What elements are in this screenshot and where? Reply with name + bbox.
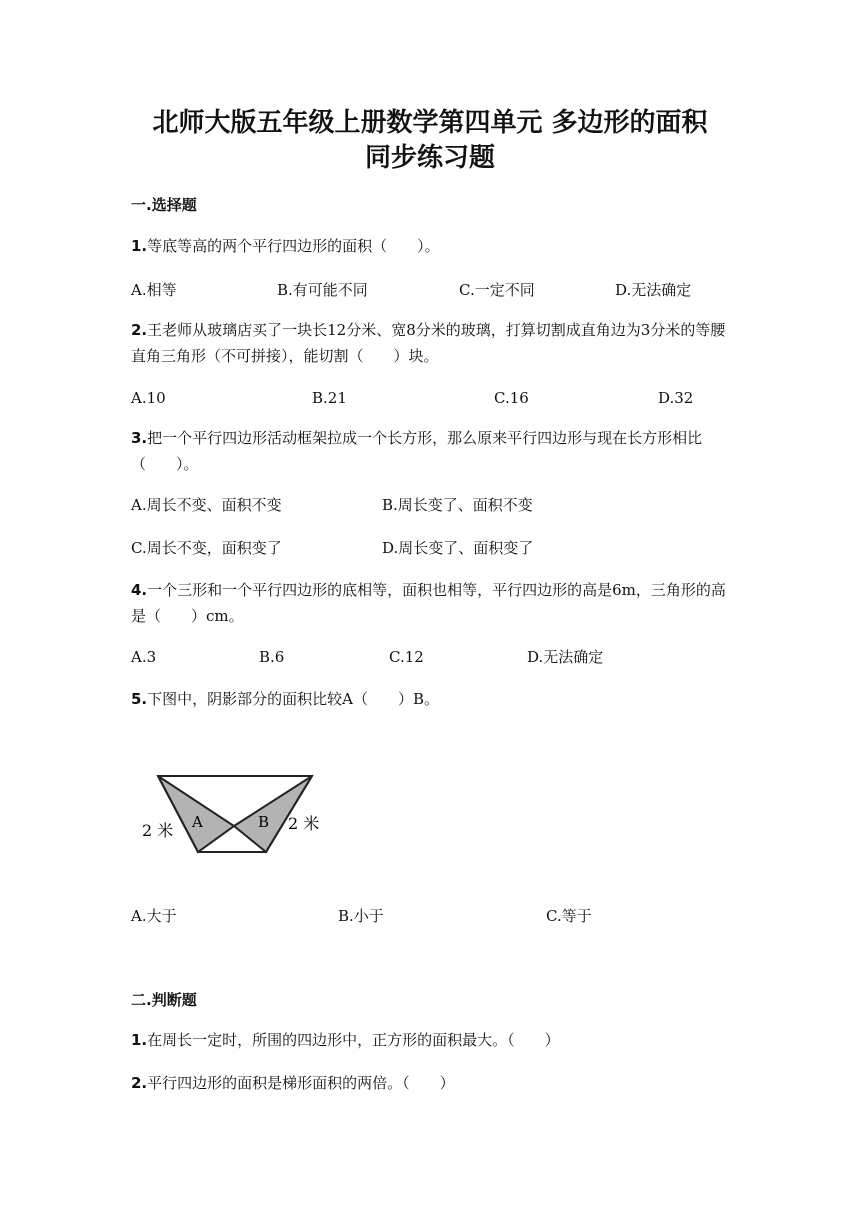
option-b: B.小于 <box>338 907 384 925</box>
question-2 <box>131 317 731 369</box>
section-heading-judgement: 二.判断题 <box>131 991 197 1009</box>
question-1 <box>131 233 731 259</box>
option-c: C.16 <box>494 389 529 407</box>
question-text: 在周长一定时，所围的四边形中，正方形的面积最大。（ ） <box>147 1031 560 1049</box>
option-b: B.6 <box>259 648 285 666</box>
page-title: 北师大版五年级上册数学第四单元 多边形的面积 <box>152 108 708 138</box>
option-a: A.3 <box>131 648 157 666</box>
option-c: C.周长不变，面积变了 <box>131 539 282 557</box>
question-number: 2. <box>131 321 148 339</box>
question-text: 平行四边形的面积是梯形面积的两倍。（ ） <box>147 1074 455 1092</box>
question-text: 等底等高的两个平行四边形的面积（ ）。 <box>147 237 440 255</box>
option-a: A.周长不变、面积不变 <box>131 496 282 514</box>
question-number: 1. <box>131 1031 148 1049</box>
question-number: 3. <box>131 429 148 447</box>
option-c: C.一定不同 <box>459 281 535 299</box>
question-text: 一个三形和一个平行四边形的底相等，面积也相等，平行四边形的高是6m，三角形的高是（ ）cm。 <box>131 581 726 625</box>
question-5 <box>131 686 731 712</box>
section-heading-choice: 一.选择题 <box>131 196 197 214</box>
length-right: 2 米 <box>288 814 320 833</box>
question-number: 1. <box>131 237 148 255</box>
option-b: B.周长变了、面积不变 <box>382 496 533 514</box>
length-left: 2 米 <box>142 821 174 840</box>
label-a: A <box>192 813 203 831</box>
option-d: D.周长变了、面积变了 <box>382 539 534 557</box>
option-d: D.32 <box>658 389 694 407</box>
option-d: D.无法确定 <box>615 281 692 299</box>
question-text: 王老师从玻璃店买了一块长12分米、宽8分米的玻璃，打算切割成直角边为3分米的等腰直角三角形（不可拼接），能切割（ ）块。 <box>131 321 726 365</box>
option-c: C.等于 <box>546 907 592 925</box>
question-number: 2. <box>131 1074 148 1092</box>
option-a: A.大于 <box>131 907 177 925</box>
option-c: C.12 <box>389 648 424 666</box>
page-subtitle: 同步练习题 <box>364 143 495 173</box>
trapezoid-figure <box>136 764 332 860</box>
question-text: 下图中，阴影部分的面积比较A（ ）B。 <box>147 690 439 708</box>
option-d: D.无法确定 <box>527 648 604 666</box>
option-b: B.有可能不同 <box>277 281 368 299</box>
option-a: A.10 <box>131 389 166 407</box>
judgement-2 <box>131 1070 731 1096</box>
question-number: 5. <box>131 690 148 708</box>
question-4 <box>131 577 731 629</box>
option-b: B.21 <box>312 389 347 407</box>
question-3 <box>131 425 731 477</box>
option-a: A.相等 <box>131 281 177 299</box>
judgement-1 <box>131 1027 731 1053</box>
question-text: 把一个平行四边形活动框架拉成一个长方形，那么原来平行四边形与现在长方形相比（ ）。 <box>131 429 703 473</box>
question-number: 4. <box>131 581 148 599</box>
label-b: B <box>258 813 270 831</box>
